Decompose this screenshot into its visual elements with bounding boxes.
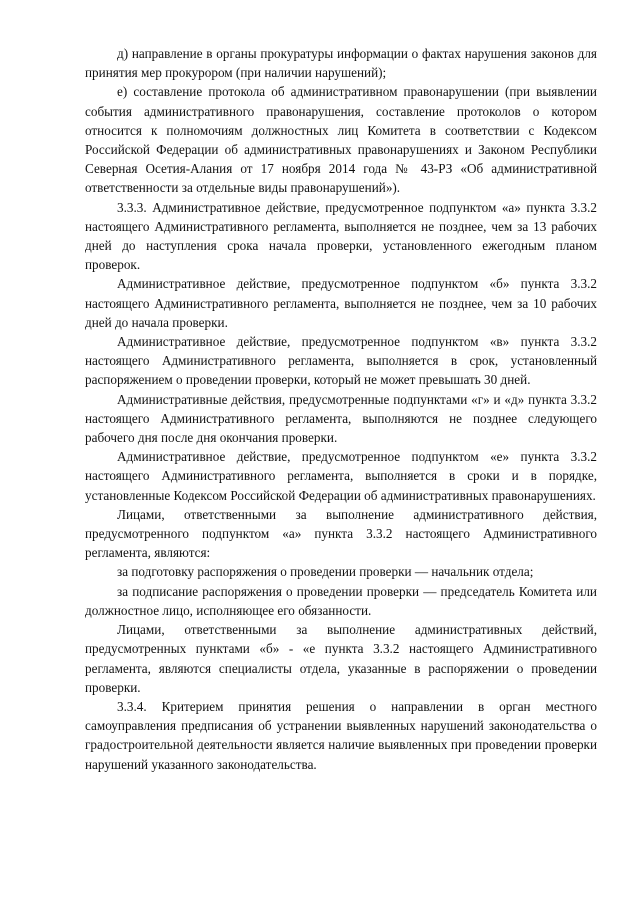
paragraph-responsible-b-e: Лицами, ответственными за выполнение административных действий, предусмотренных пунктами «б» - «е пункта 3.3.2 настоящего Административного регламента, являются специалисты отдела, указанные в распоряжении о проведении проверки. — [85, 622, 597, 695]
paragraph-3-3-4: 3.3.4. Критерием принятия решения о направлении в орган местного самоуправления предписания об устранении выявленных нарушений законодательства о градостроительной деятельности является наличие выявленных при проведении проверки нарушений указанного законодательства. — [85, 698, 597, 772]
paragraph-d-prosecutor: д) направление в органы прокуратуры информации о фактах нарушения законов для принятия мер прокурором (при наличии нарушений); — [85, 46, 597, 81]
paragraph-3-3-3: 3.3.3. Административное действие, предусмотренное подпунктом «а» пункта 3.3.2 настоящего Административного регламента, выполняется не позднее, чем за 13 рабочих дней до наступления срока начала проверки, установленного ежегодным планом проверок. — [85, 199, 597, 273]
paragraph-signing: за подписание распоряжения о проведении проверки — председатель Комитета или должностное лицо, исполняющее его обязанности. — [85, 583, 597, 618]
document-page — [85, 44, 597, 774]
paragraph-responsible-a: Лицами, ответственными за выполнение административного действия, предусмотренного подпунктом «а» пункта 3.3.2 настоящего Административного регламента, являются: — [85, 506, 597, 561]
paragraph-action-e: Административное действие, предусмотренное подпунктом «е» пункта 3.3.2 настоящего Административного регламента, выполняется в сроки и в порядке, установленные Кодексом Российской Федерации об административных правонарушениях. — [85, 449, 597, 503]
paragraph-action-b: Административное действие, предусмотренное подпунктом «б» пункта 3.3.2 настоящего Административного регламента, выполняется не позднее, чем за 10 рабочих дней до начала проверки. — [85, 276, 597, 330]
paragraph-actions-g-d: Административные действия, предусмотренные подпунктами «г» и «д» пункта 3.3.2 настоящего Административного регламента, выполняются не позднее следующего рабочего дня после дня окончания проверки. — [85, 391, 597, 446]
paragraph-action-v: Административное действие, предусмотренное подпунктом «в» пункта 3.3.2 настоящего Административного регламента, выполняется в срок, установленный распоряжением о проведении проверки, который не может превышать 30 дней. — [85, 334, 597, 388]
paragraph-preparation: за подготовку распоряжения о проведении проверки — начальник отдела; — [117, 564, 534, 580]
paragraph-e-protocol: е) составление протокола об административном правонарушении (при выявлении события административного правонарушения, составление протоколов о котором относится к полномочиям должностных лиц Комитета в соответствии с Кодексом Российской Федерации об административных правонарушениях и Законом Республики Северная Осетия-Алания от 17 ноября 2014 года № 43-РЗ «Об административной ответственности за отдельные виды правонарушений»). — [85, 84, 597, 196]
